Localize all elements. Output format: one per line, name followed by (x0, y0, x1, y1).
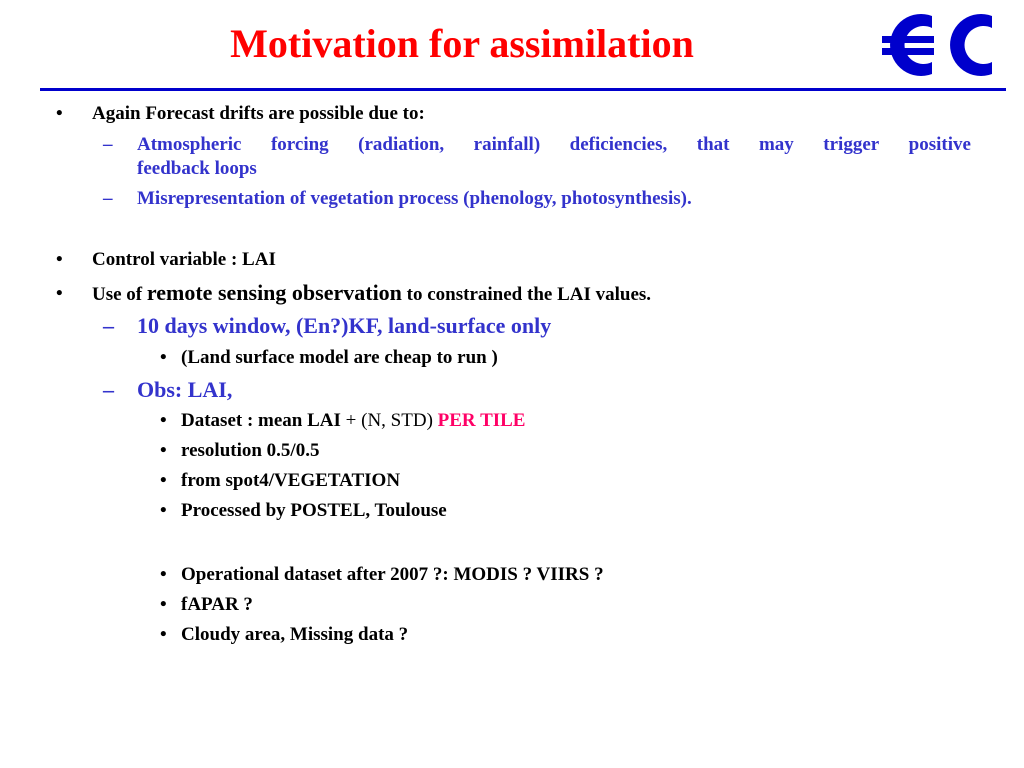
sub-bullet-misrepresentation: Misrepresentation of vegetation process (phenology, photosynthesis). (137, 188, 692, 209)
bullet-marker: • (56, 283, 63, 304)
bullet-marker: • (160, 564, 167, 585)
dataset-text: Dataset : mean LAI (181, 410, 346, 431)
bullet-marker: • (56, 103, 63, 124)
dash-marker: – (103, 313, 114, 338)
sub-sub-bullet-operational-dataset: Operational dataset after 2007 ?: MODIS ? VIIRS ? (181, 564, 604, 585)
bullet-marker: • (160, 440, 167, 461)
bullet-marker: • (56, 249, 63, 270)
justified-word: positive (908, 134, 971, 155)
dataset-n-std: + (N, STD) (345, 410, 438, 431)
bullet-control-variable: Control variable : LAI (92, 249, 276, 270)
sub-sub-bullet-cloudy-area: Cloudy area, Missing data ? (181, 624, 409, 645)
dash-marker: – (103, 377, 114, 402)
remote-sensing-pre: Use of (92, 284, 147, 305)
justified-word: trigger (823, 134, 880, 155)
bullet-marker: • (160, 500, 167, 521)
per-tile-highlight: PER TILE (437, 410, 526, 431)
bullet-marker: • (160, 410, 167, 431)
dash-marker: – (103, 188, 113, 209)
sub-sub-bullet-postel: Processed by POSTEL, Toulouse (181, 500, 447, 521)
justified-word: forcing (270, 134, 329, 155)
page-title: Motivation for assimilation (230, 21, 694, 66)
sub-sub-bullet-fapar: fAPAR ? (181, 594, 253, 615)
sub-bullet-atmospheric-forcing (137, 134, 971, 156)
sub-sub-bullet-cheap-model: (Land surface model are cheap to run ) (181, 347, 498, 368)
justified-word: deficiencies, (569, 134, 668, 155)
bullet-forecast-drifts: Again Forecast drifts are possible due to: (92, 103, 425, 124)
bullet-marker: • (160, 470, 167, 491)
sub-bullet-atmospheric-forcing-cont: feedback loops (137, 158, 257, 179)
remote-sensing-post: to constrained the LAI values. (401, 284, 652, 305)
sub-sub-bullet-spot4: from spot4/VEGETATION (181, 470, 401, 491)
bullet-marker: • (160, 624, 167, 645)
justified-word: Atmospheric (137, 134, 242, 155)
sub-sub-bullet-dataset (181, 410, 525, 432)
sub-bullet-10-days-window: 10 days window, (En?)KF, land-surface only (137, 313, 552, 338)
justified-word: (radiation, (358, 134, 445, 155)
remote-sensing-emphasis: remote sensing observation (146, 280, 402, 305)
bullet-remote-sensing (92, 280, 651, 306)
bullet-marker: • (160, 594, 167, 615)
sub-bullet-obs-lai: Obs: LAI, (137, 377, 233, 402)
justified-word: may (758, 134, 794, 155)
bullet-marker: • (160, 347, 167, 368)
sub-sub-bullet-resolution: resolution 0.5/0.5 (181, 440, 320, 461)
justified-word: rainfall) (473, 134, 541, 155)
dash-marker: – (103, 134, 113, 155)
justified-word: that (696, 134, 730, 155)
